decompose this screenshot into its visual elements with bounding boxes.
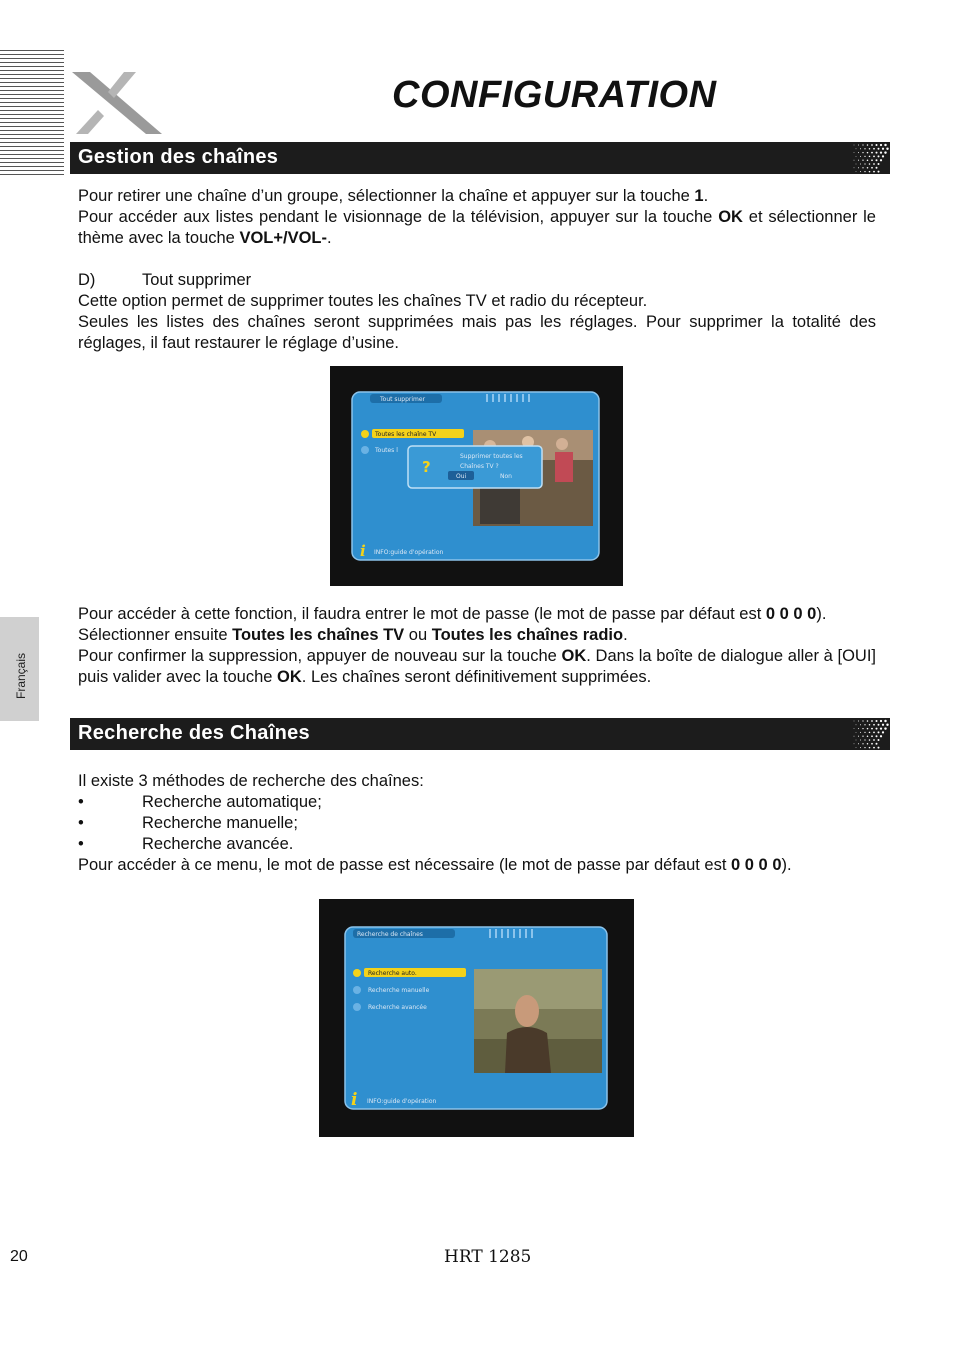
svg-text:i: i [360,542,366,560]
paragraph: Pour confirmer la suppression, appuyer de nouveau sur la touche OK. Dans la boîte de dialogue aller à [OUI] puis valider avec la touche OK. Les chaînes seront définitivement supprimées. [78,647,877,686]
svg-text:Tout supprimer: Tout supprimer [380,396,426,403]
section-bar-gestion [70,142,890,174]
list-item: • Recherche automatique; [78,793,322,811]
page-number: 20 [10,1248,28,1265]
paragraph: Il existe 3 méthodes de recherche des chaînes: [78,772,424,790]
svg-text:INFO:guide d'opération: INFO:guide d'opération [367,1098,437,1105]
svg-text:Toutes l: Toutes l [375,447,398,454]
search-methods-block [78,771,876,876]
option-label: Tout supprimer [142,271,252,289]
brand-logo-icon [68,66,168,138]
section-bar-recherche [70,718,890,750]
screenshot-tout-supprimer [330,366,623,586]
paragraph: Sélectionner ensuite Toutes les chaînes TV ou Toutes les chaînes radio. [78,626,628,644]
section-title: Recherche des Chaînes [78,722,310,744]
svg-text:INFO:guide d'opération: INFO:guide d'opération [374,549,444,556]
option-d-block [78,270,876,354]
svg-text:Recherche avancée: Recherche avancée [368,1004,427,1011]
svg-text:i: i [351,1090,358,1110]
language-label: Français [14,652,28,699]
paragraph: Seules les listes des chaînes seront supprimées mais pas les réglages. Pour supprimer la totalité des réglages, il faut restaurer le réglage d’usine. [78,313,876,352]
dot-pattern-icon [850,142,890,174]
svg-text:Recherche de chaînes: Recherche de chaînes [357,931,423,938]
svg-text:?: ? [422,458,431,476]
svg-text:Oui: Oui [456,473,467,480]
language-tab [0,617,39,721]
paragraph: Pour accéder à cette fonction, il faudra entrer le mot de passe (le mot de passe par défaut est 0 0 0 0). [78,605,827,623]
svg-text:Supprimer toutes les: Supprimer toutes les [460,453,523,460]
svg-text:Toutes les chaîne TV: Toutes les chaîne TV [375,431,437,438]
paragraph: Pour accéder à ce menu, le mot de passe est nécessaire (le mot de passe par défaut est 0 0 0 0). [78,856,792,874]
paragraph: Pour retirer une chaîne d’un groupe, sélectionner la chaîne et appuyer sur la touche 1. Pour accéder aux listes pendant le visionnage de la télévision, appuyer sur la touche OK et sélectionner le thème avec la touche VOL+/VOL-. [78,187,876,247]
screenshot-recherche [319,899,634,1137]
svg-text:Non: Non [500,473,512,480]
dot-pattern-icon [850,718,890,750]
header-stripes [0,50,64,178]
svg-text:Chaînes TV ?: Chaînes TV ? [460,463,499,470]
option-letter: D) [78,271,96,289]
model-name: HRT 1285 [444,1247,532,1267]
list-item: • Recherche manuelle; [78,814,298,832]
svg-text:Recherche manuelle: Recherche manuelle [368,987,430,994]
paragraph: Cette option permet de supprimer toutes les chaînes TV et radio du récepteur. [78,292,648,310]
page-title: CONFIGURATION [392,74,717,116]
section-title: Gestion des chaînes [78,146,279,168]
paragraph-block [78,604,876,688]
list-item: • Recherche avancée. [78,835,294,853]
svg-text:Recherche auto.: Recherche auto. [368,970,417,977]
